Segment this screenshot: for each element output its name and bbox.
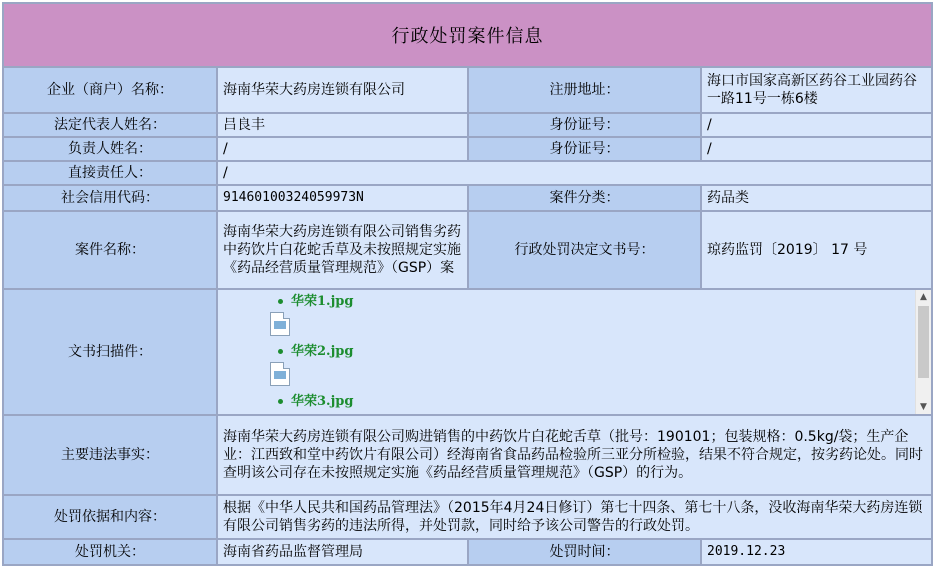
- arrow-up-icon[interactable]: ▲: [920, 292, 927, 302]
- scan-file-link[interactable]: [278, 293, 353, 311]
- scan-file-link[interactable]: [278, 393, 353, 411]
- direct-responsible-value: /: [218, 162, 931, 184]
- bullet-icon: [278, 299, 283, 304]
- authority-label: 处罚机关：: [4, 540, 216, 564]
- legal-rep-value: 吕良丰: [218, 114, 467, 136]
- case-info-table: [2, 2, 933, 566]
- case-name-value: 海南华荣大药房连锁有限公司销售劣药中药饮片白花蛇舌草及未按照规定实施《药品经营质量管理规范》（GSP）案: [218, 212, 467, 288]
- facts-label: 主要违法事实：: [4, 416, 216, 494]
- id-number-label: 身份证号：: [469, 114, 700, 136]
- address-label: 注册地址：: [469, 68, 700, 112]
- facts-value: 海南华荣大药房连锁有限公司购进销售的中药饮片白花蛇舌草（批号：190101；包装规格：0.5kg/袋；生产企业：江西致和堂中药饮片有限公司）经海南省食品药品检验所三亚分所检验，结果不符合规定，按劣药论处。同时查明该公司存在未按照规定实施《药品经营质量管理规范》（GSP）的行为。: [218, 416, 931, 494]
- scan-file-name: 华荣2.jpg: [291, 344, 354, 359]
- scans-label: 文书扫描件：: [4, 290, 216, 414]
- image-file-icon[interactable]: [270, 312, 290, 336]
- scans-scroll-area[interactable]: [218, 290, 931, 414]
- authority-value: 海南省药品监督管理局: [218, 540, 467, 564]
- enterprise-label: 企业（商户）名称：: [4, 68, 216, 112]
- case-name-label: 案件名称：: [4, 212, 216, 288]
- scan-file-name: 华荣3.jpg: [291, 394, 354, 409]
- scrollbar-thumb[interactable]: [918, 306, 929, 378]
- penalty-time-value: 2019.12.23: [702, 540, 931, 564]
- vertical-scrollbar[interactable]: [915, 290, 931, 414]
- enterprise-value: 海南华荣大药房连锁有限公司: [218, 68, 467, 112]
- penalty-time-label: 处罚时间：: [469, 540, 700, 564]
- image-file-icon[interactable]: [270, 362, 290, 386]
- basis-label: 处罚依据和内容：: [4, 496, 216, 538]
- scan-file-link[interactable]: [278, 343, 353, 361]
- basis-value: 根据《中华人民共和国药品管理法》（2015年4月24日修订）第七十四条、第七十八条，没收海南华荣大药房连锁有限公司销售劣药的违法所得，并处罚款，同时给予该公司警告的行政处罚。: [218, 496, 931, 538]
- credit-code-value: 91460100324059973N: [218, 186, 467, 210]
- responsible-value: /: [218, 138, 467, 160]
- credit-code-label: 社会信用代码：: [4, 186, 216, 210]
- decision-number-value: 琼药监罚〔2019〕 17 号: [702, 212, 931, 288]
- responsible-id-label: 身份证号：: [469, 138, 700, 160]
- scan-file-name: 华荣1.jpg: [291, 294, 354, 309]
- address-value: 海口市国家高新区药谷工业园药谷一路11号一栋6楼: [702, 68, 931, 112]
- legal-rep-label: 法定代表人姓名：: [4, 114, 216, 136]
- responsible-label: 负责人姓名：: [4, 138, 216, 160]
- bullet-icon: [278, 349, 283, 354]
- direct-responsible-label: 直接责任人：: [4, 162, 216, 184]
- id-number-value: /: [702, 114, 931, 136]
- decision-number-label: 行政处罚决定文书号：: [469, 212, 700, 288]
- case-category-value: 药品类: [702, 186, 931, 210]
- case-category-label: 案件分类：: [469, 186, 700, 210]
- scans-panel: [218, 290, 931, 414]
- page-title: 行政处罚案件信息: [4, 4, 931, 66]
- responsible-id-value: /: [702, 138, 931, 160]
- bullet-icon: [278, 399, 283, 404]
- arrow-down-icon[interactable]: ▼: [920, 402, 927, 412]
